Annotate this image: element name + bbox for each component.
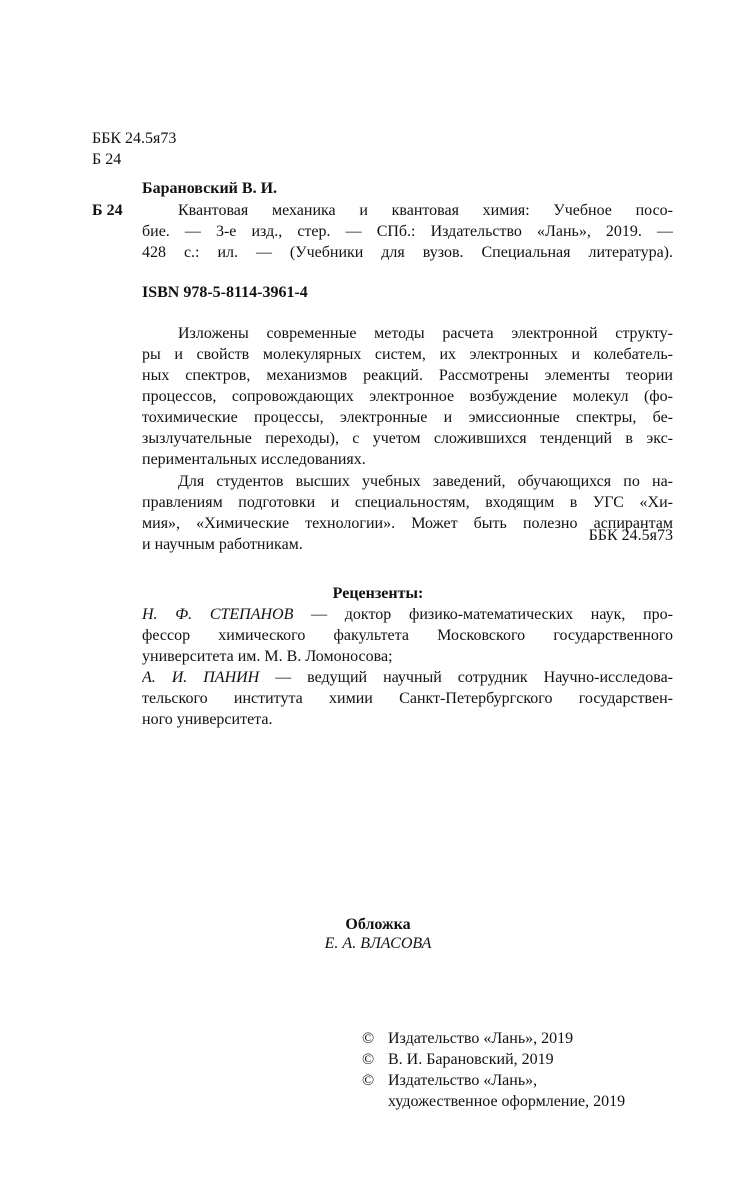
bbk-index: ББК 24.5я73: [92, 130, 177, 147]
reviewers: [142, 604, 673, 730]
bibliographic-entry: [142, 200, 673, 263]
copyright-icon: ©: [362, 1072, 375, 1089]
abstract-line: периментальных исследованиях.: [142, 451, 366, 468]
reviewer-desc: — ведущий научный сотрудник Научно-исследова-: [259, 669, 673, 686]
copyright-row: [362, 1070, 625, 1091]
audience-line: Для студентов высших учебных заведений, обучающихся по на-: [178, 473, 673, 490]
copyright-text: Издательство «Лань», 2019: [388, 1030, 574, 1047]
copyright-row: [362, 1049, 625, 1070]
cover-author: Е. А. ВЛАСОВА: [324, 935, 432, 952]
copyright-text: Издательство «Лань»,: [388, 1072, 538, 1089]
reviewer-desc: — доктор физико-математических наук, про-: [293, 606, 673, 623]
isbn: ISBN 978-5-8114-3961-4: [142, 284, 308, 301]
copyright-text: художественное оформление, 2019: [388, 1093, 626, 1110]
audience-line: правлениям подготовки и специальностям, входящим в УГС «Хи-: [142, 494, 673, 511]
reviewer-line: [142, 667, 673, 688]
author-mark: Б 24: [92, 151, 122, 168]
entry-mark: Б 24: [92, 202, 123, 219]
abstract-line: зызлучательные переходы), с учетом сложившихся тенденций в экс-: [142, 430, 673, 447]
audience-line: мия», «Химические технологии». Может быть полезно аспирантам: [142, 515, 673, 532]
abstract-line: процессов, сопровождающих электронное возбуждение молекул (фо-: [142, 388, 673, 405]
reviewer-name: Н. Ф. СТЕПАНОВ: [142, 606, 294, 623]
reviewers-title: Рецензенты:: [332, 585, 424, 602]
bbk-bottom: ББК 24.5я73: [588, 527, 673, 544]
reviewer-line: фессор химического факультета Московского государственного: [142, 627, 673, 644]
copyright-row: [362, 1028, 625, 1049]
reviewer-line: [142, 604, 673, 625]
reviewer-line: тельского института химии Санкт-Петербургского государствен-: [142, 690, 673, 707]
entry-line: Квантовая механика и квантовая химия: Учебное посо-: [178, 202, 673, 219]
abstract-line: Изложены современные методы расчета электронной структу-: [178, 325, 673, 342]
entry-line: 428 с.: ил. — (Учебники для вузов. Специальная литература).: [142, 244, 673, 261]
copyright-row: [362, 1091, 625, 1112]
copyright-block: [362, 1028, 625, 1112]
abstract: [142, 323, 673, 470]
abstract-line: тохимические процессы, электронные и эмиссионные спектры, бе-: [142, 409, 673, 426]
copyright-indent: [362, 1091, 388, 1112]
author-name: Барановский В. И.: [142, 180, 278, 197]
reviewer-name: А. И. ПАНИН: [142, 669, 260, 686]
copyright-text: В. И. Барановский, 2019: [388, 1051, 554, 1068]
copyright-icon: ©: [362, 1051, 375, 1068]
copyright-icon: ©: [362, 1030, 375, 1047]
abstract-line: ных спектров, механизмов реакций. Рассмотрены элементы теории: [142, 367, 673, 384]
abstract-line: ры и свойств молекулярных систем, их электронных и колебатель-: [142, 346, 673, 363]
entry-line: бие. — 3-е изд., стер. — СПб.: Издательство «Лань», 2019. —: [142, 223, 673, 240]
audience-line: и научным работникам.: [142, 536, 303, 553]
reviewer-line: университета им. М. В. Ломоносова;: [142, 648, 393, 665]
reviewer-line: ного университета.: [142, 711, 273, 728]
cover-title: Обложка: [345, 916, 411, 933]
